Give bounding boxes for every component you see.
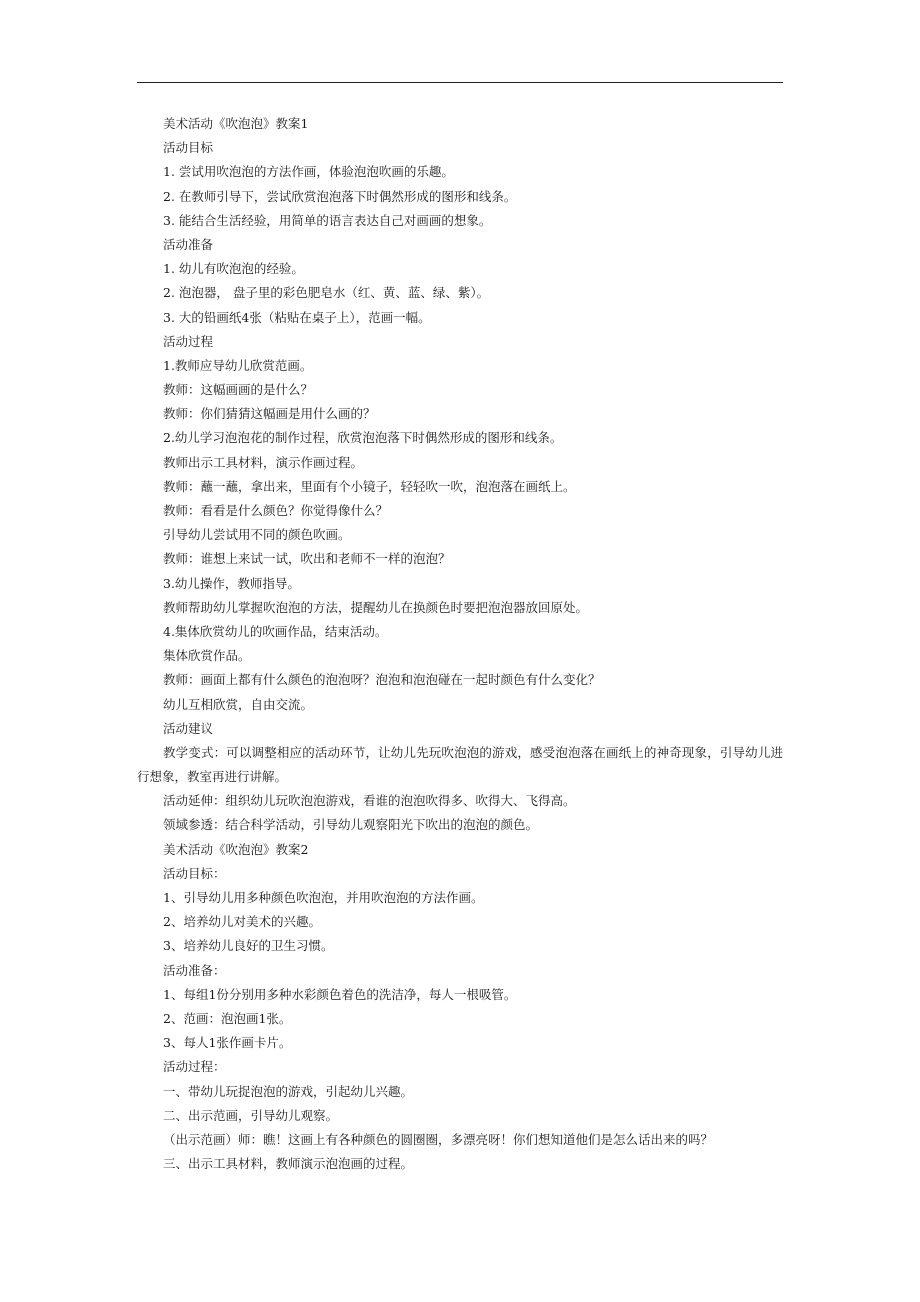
text-line: 1、每组1份分别用多种水彩颜色着色的洗洁净，每人一根吸管。 xyxy=(163,986,517,1002)
section-heading: 活动过程： xyxy=(163,1059,226,1075)
text-line: 领域参透：结合科学活动，引导幼儿观察阳光下吹出的泡泡的颜色。 xyxy=(163,817,539,833)
text-line: 3、每人1张作画卡片。 xyxy=(163,1035,292,1051)
section-heading: 活动准备 xyxy=(163,236,214,252)
doc-title-1: 美术活动《吹泡泡》教案1 xyxy=(163,116,309,131)
text-line: 1. 尝试用吹泡泡的方法作画，体验泡泡吹画的乐趣。 xyxy=(163,164,454,180)
text-paragraph: 教学变式：可以调整相应的活动环节，让幼儿先玩吹泡泡的游戏，感受泡泡落在画纸上的神奇现象，引导幼儿进行想象，教室再进行讲解。 xyxy=(137,744,783,785)
text-line: 教师帮助幼儿掌握吹泡泡的方法，提醒幼儿在换颜色时要把泡泡器放回原处。 xyxy=(163,599,589,615)
text-line: 1.教师应导幼儿欣赏范画。 xyxy=(163,357,313,373)
text-line: 三、出示工具材料，教师演示泡泡画的过程。 xyxy=(163,1156,414,1172)
text-line: 教师：蘸一蘸，拿出来，里面有个小镜子，轻轻吹一吹，泡泡落在画纸上。 xyxy=(163,478,576,494)
section-heading: 活动建议 xyxy=(163,720,214,736)
text-line: 二、出示范画，引导幼儿观察。 xyxy=(163,1107,339,1123)
text-line: （出示范画）师：瞧！这画上有各种颜色的圆圈圈，多漂亮呀！你们想知道他们是怎么话出来的吗？ xyxy=(163,1131,714,1147)
text-line: 教师出示工具材料，演示作画过程。 xyxy=(163,454,364,470)
section-heading: 活动目标： xyxy=(163,865,226,881)
text-line: 2. 在教师引导下，尝试欣赏泡泡落下时偶然形成的图形和线条。 xyxy=(163,188,517,204)
text-line: 1、引导幼儿用多种颜色吹泡泡，并用吹泡泡的方法作画。 xyxy=(163,890,484,906)
text-line: 3. 能结合生活经验，用简单的语言表达自己对画画的想象。 xyxy=(163,212,492,228)
header-rule xyxy=(137,82,783,83)
text-line: 2. 泡泡器， 盘子里的彩色肥皂水（红、黄、蓝、绿、紫）。 xyxy=(163,285,490,301)
text-line: 1. 幼儿有吹泡泡的经验。 xyxy=(163,261,304,277)
doc-title-2: 美术活动《吹泡泡》教案2 xyxy=(163,841,309,857)
text-line: 教师：看看是什么颜色？你觉得像什么？ xyxy=(163,503,389,518)
text-line: 引导幼儿尝试用不同的颜色吹画。 xyxy=(163,527,351,543)
text-line: 教师：谁想上来试一试，吹出和老师不一样的泡泡？ xyxy=(163,551,451,567)
text-line: 2、范画：泡泡画1张。 xyxy=(163,1010,292,1026)
text-line: 教师：这幅画画的是什么？ xyxy=(163,382,314,398)
text-line: 教师：你们猜猜这幅画是用什么画的？ xyxy=(163,406,376,422)
text-line: 3.幼儿操作，教师指导。 xyxy=(163,575,300,591)
section-heading: 活动准备： xyxy=(163,962,226,978)
text-line: 4.集体欣赏幼儿的吹画作品，结束活动。 xyxy=(163,623,388,639)
text-line: 活动延伸：组织幼儿玩吹泡泡游戏，看谁的泡泡吹得多、吹得大、飞得高。 xyxy=(163,793,576,809)
text-line: 2.幼儿学习泡泡花的制作过程，欣赏泡泡落下时偶然形成的图形和线条。 xyxy=(163,430,563,446)
text-line: 教师：画面上都有什么颜色的泡泡呀？泡泡和泡泡碰在一起时颜色有什么变化？ xyxy=(163,672,601,688)
text-line: 3. 大的铅画纸4张（粘贴在桌子上），范画一幅。 xyxy=(163,309,431,325)
text-line: 3、培养幼儿良好的卫生习惯。 xyxy=(163,938,334,954)
section-heading: 活动目标 xyxy=(163,140,214,156)
section-heading: 活动过程 xyxy=(163,333,214,349)
text-line: 一、带幼儿玩捉泡泡的游戏，引起幼儿兴趣。 xyxy=(163,1083,414,1099)
text-line: 2、培养幼儿对美术的兴趣。 xyxy=(163,914,321,930)
text-line: 集体欣赏作品。 xyxy=(163,648,251,664)
text-line: 幼儿互相欣赏，自由交流。 xyxy=(163,696,314,712)
document-body xyxy=(137,112,783,1176)
